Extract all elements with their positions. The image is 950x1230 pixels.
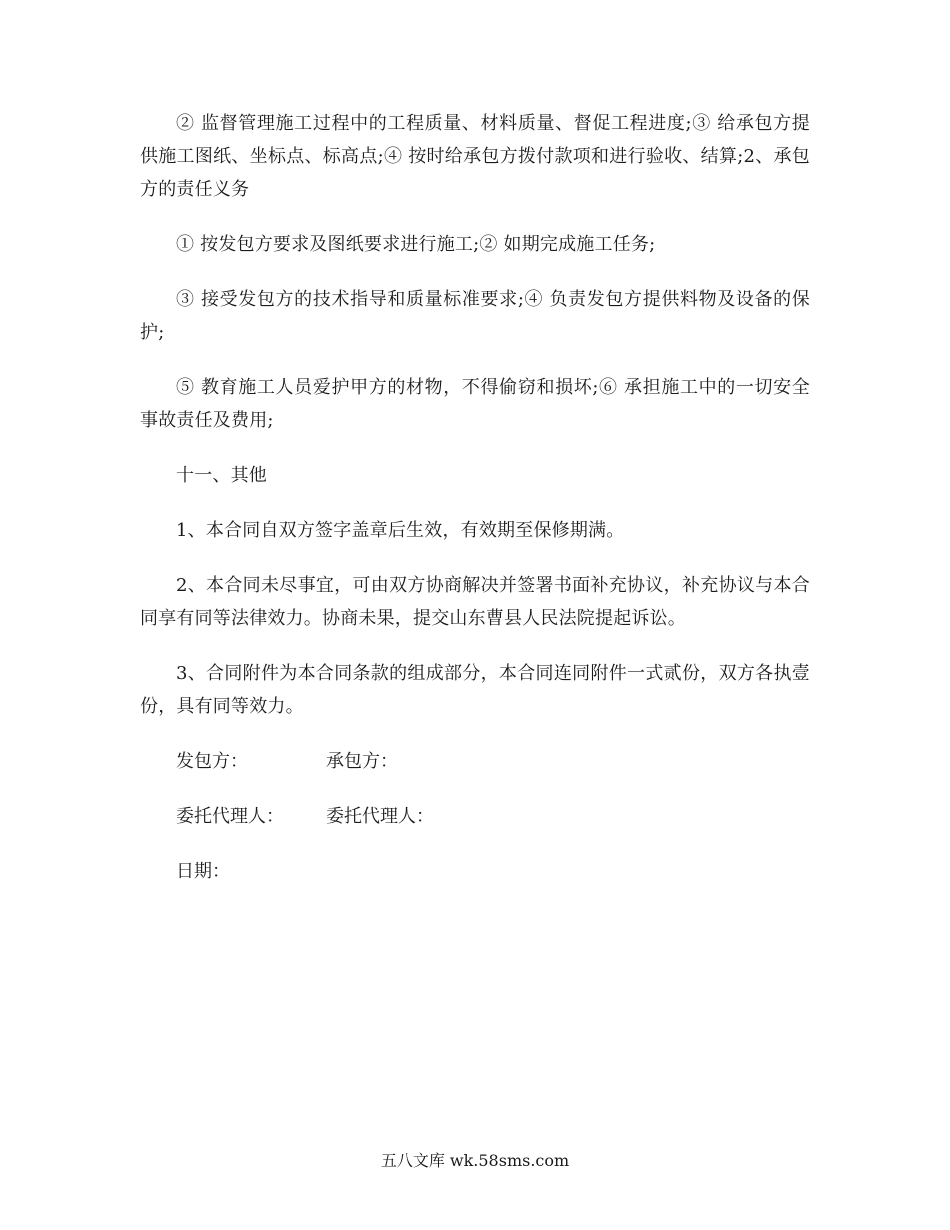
paragraph-contractor-duty-3-4: ③ 接受发包方的技术指导和质量标准要求;④ 负责发包方提供料物及设备的保护; [140, 289, 810, 343]
signature-date-row [140, 855, 810, 888]
employer-agent-label: 委托代理人： [176, 806, 284, 827]
clause-unresolved-matters: 2、本合同未尽事宜，可由双方协商解决并签署书面补充协议，补充协议与本合同享有同等法律效力。协商未果，提交山东曹县人民法院提起诉讼。 [140, 575, 810, 629]
date-label: 日期： [176, 861, 230, 882]
signature-parties-row [140, 745, 810, 778]
clause-attachments: 3、合同附件为本合同条款的组成部分，本合同连同附件一式贰份，双方各执壹份，具有同等效力。 [140, 663, 810, 717]
contractor-agent-label: 委托代理人： [326, 806, 434, 827]
footer-watermark: 五八文库 wk.58sms.com [380, 1151, 570, 1170]
paragraph-contractor-duty-1-2: ① 按发包方要求及图纸要求进行施工;② 如期完成施工任务; [176, 234, 656, 255]
document-body [140, 107, 810, 910]
paragraph-contractor-duty-5-6: ⑤ 教育施工人员爱护甲方的材物，不得偷窃和损坏;⑥ 承担施工中的一切安全事故责任及费用; [140, 377, 810, 431]
employer-label: 发包方： [176, 751, 248, 772]
paragraph-employer-duties: ② 监督管理施工过程中的工程质量、材料质量、督促工程进度;③ 给承包方提供施工图纸、坐标点、标高点;④ 按时给承包方拨付款项和进行验收、结算;2、承包方的责任义务 [140, 113, 810, 200]
clause-effective-date: 1、本合同自双方签字盖章后生效，有效期至保修期满。 [176, 520, 625, 541]
section-heading-other: 十一、其他 [176, 465, 267, 486]
contractor-label: 承包方： [326, 751, 398, 772]
signature-agents-row [140, 800, 810, 833]
